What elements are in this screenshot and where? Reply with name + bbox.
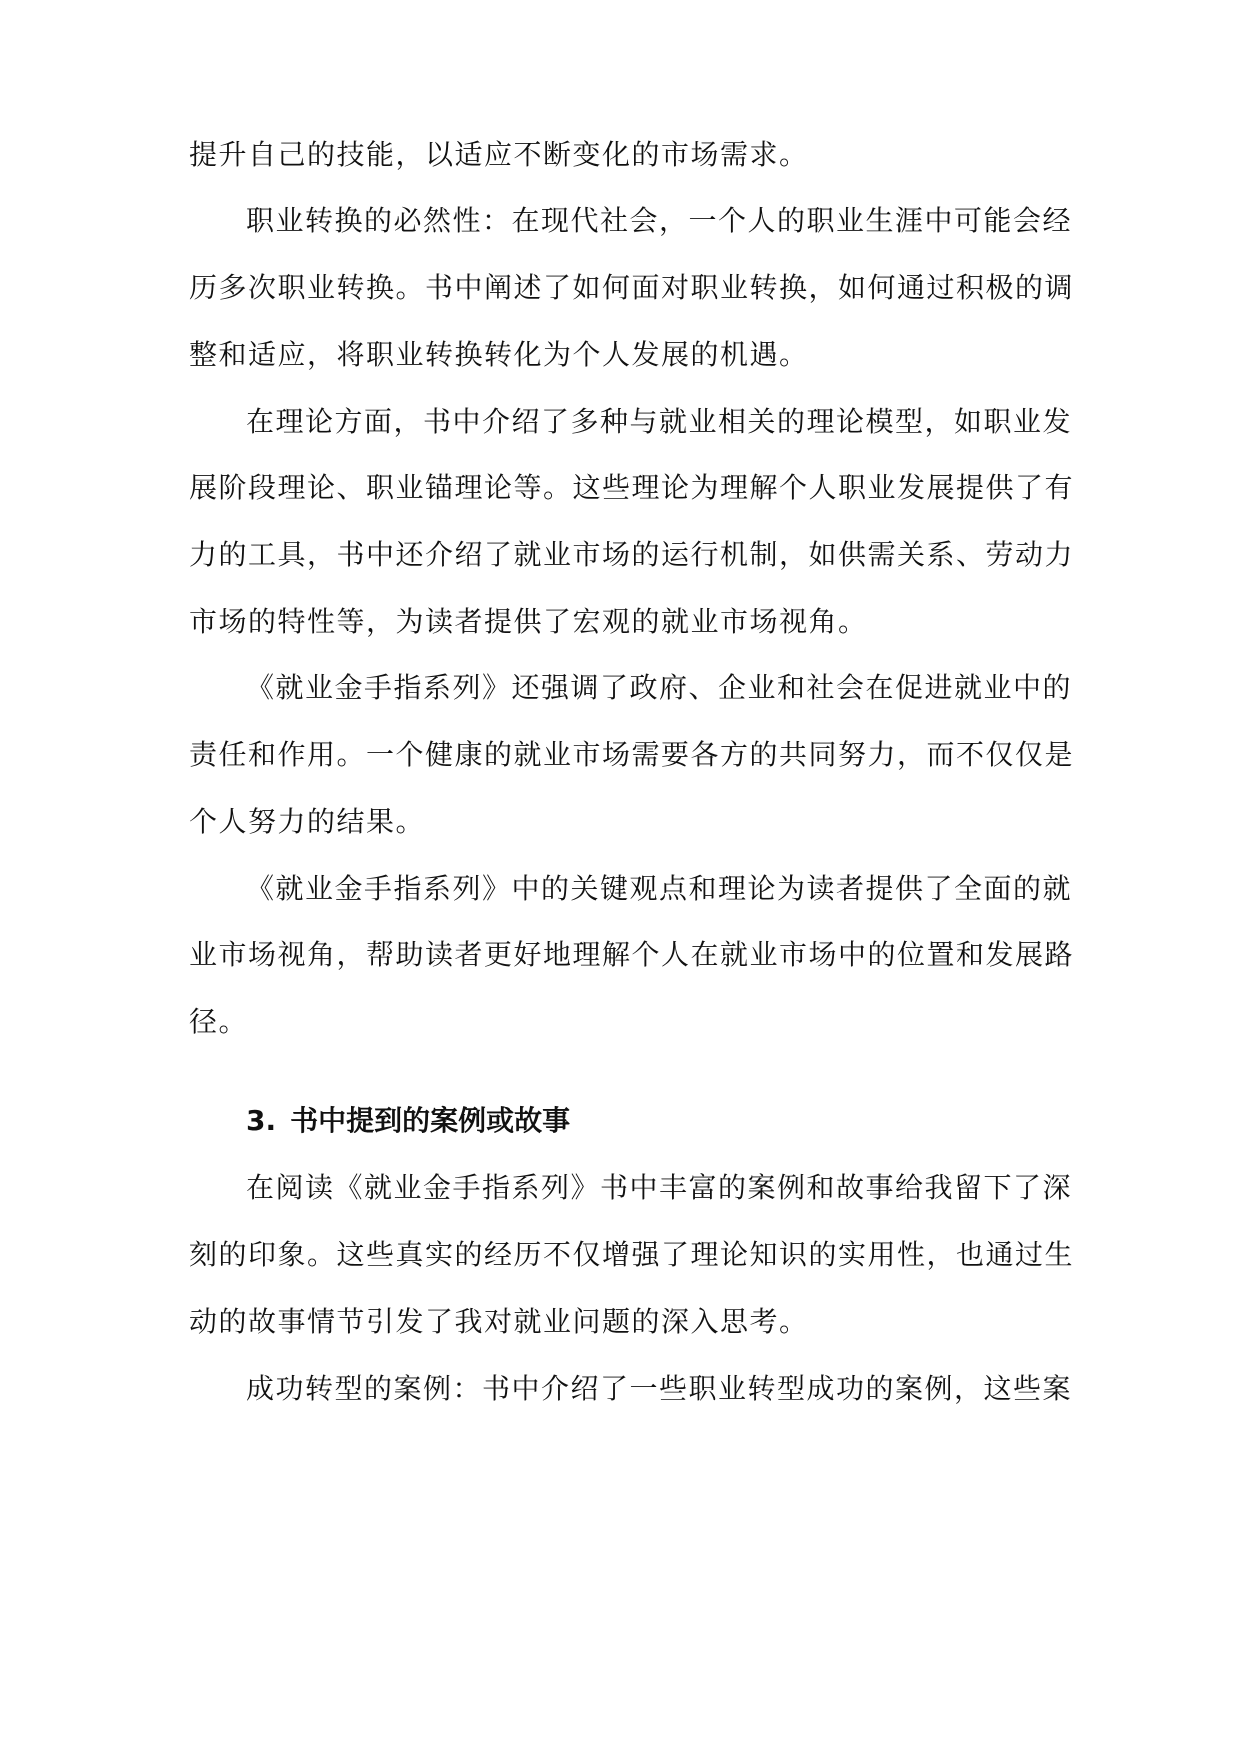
paragraph-line: 成功转型的案例：书中介绍了一些职业转型成功的案例，这些案 <box>246 1372 1073 1405</box>
paragraph-line: 径。 <box>189 1005 249 1038</box>
paragraph-line: 展阶段理论、职业锚理论等。这些理论为理解个人职业发展提供了有 <box>189 471 1075 504</box>
section-heading <box>246 1101 570 1141</box>
paragraph-line: 责任和作用。一个健康的就业市场需要各方的共同努力，而不仅仅是 <box>189 738 1075 771</box>
paragraph-line: 在理论方面，书中介绍了多种与就业相关的理论模型，如职业发 <box>246 405 1073 438</box>
paragraph-line: 历多次职业转换。书中阐述了如何面对职业转换，如何通过积极的调 <box>189 271 1075 304</box>
paragraph-line: 动的故事情节引发了我对就业问题的深入思考。 <box>189 1305 809 1338</box>
paragraph-line: 《就业金手指系列》中的关键观点和理论为读者提供了全面的就 <box>246 872 1073 905</box>
paragraph-line: 个人努力的结果。 <box>189 805 426 838</box>
section-title: 书中提到的案例或故事 <box>290 1104 571 1137</box>
paragraph-line: 整和适应，将职业转换转化为个人发展的机遇。 <box>189 338 809 371</box>
paragraph-line: 刻的印象。这些真实的经历不仅增强了理论知识的实用性，也通过生 <box>189 1238 1075 1271</box>
paragraph-line: 业市场视角，帮助读者更好地理解个人在就业市场中的位置和发展路 <box>189 938 1075 971</box>
paragraph-line: 力的工具，书中还介绍了就业市场的运行机制，如供需关系、劳动力 <box>189 538 1075 571</box>
paragraph-line: 市场的特性等，为读者提供了宏观的就业市场视角。 <box>189 605 868 638</box>
paragraph-line: 职业转换的必然性：在现代社会，一个人的职业生涯中可能会经 <box>246 204 1073 237</box>
paragraph-line: 在阅读《就业金手指系列》书中丰富的案例和故事给我留下了深 <box>246 1171 1073 1204</box>
paragraph-line: 《就业金手指系列》还强调了政府、企业和社会在促进就业中的 <box>246 671 1073 704</box>
section-number: 3. <box>246 1104 277 1137</box>
paragraph-line: 提升自己的技能，以适应不断变化的市场需求。 <box>189 138 809 171</box>
